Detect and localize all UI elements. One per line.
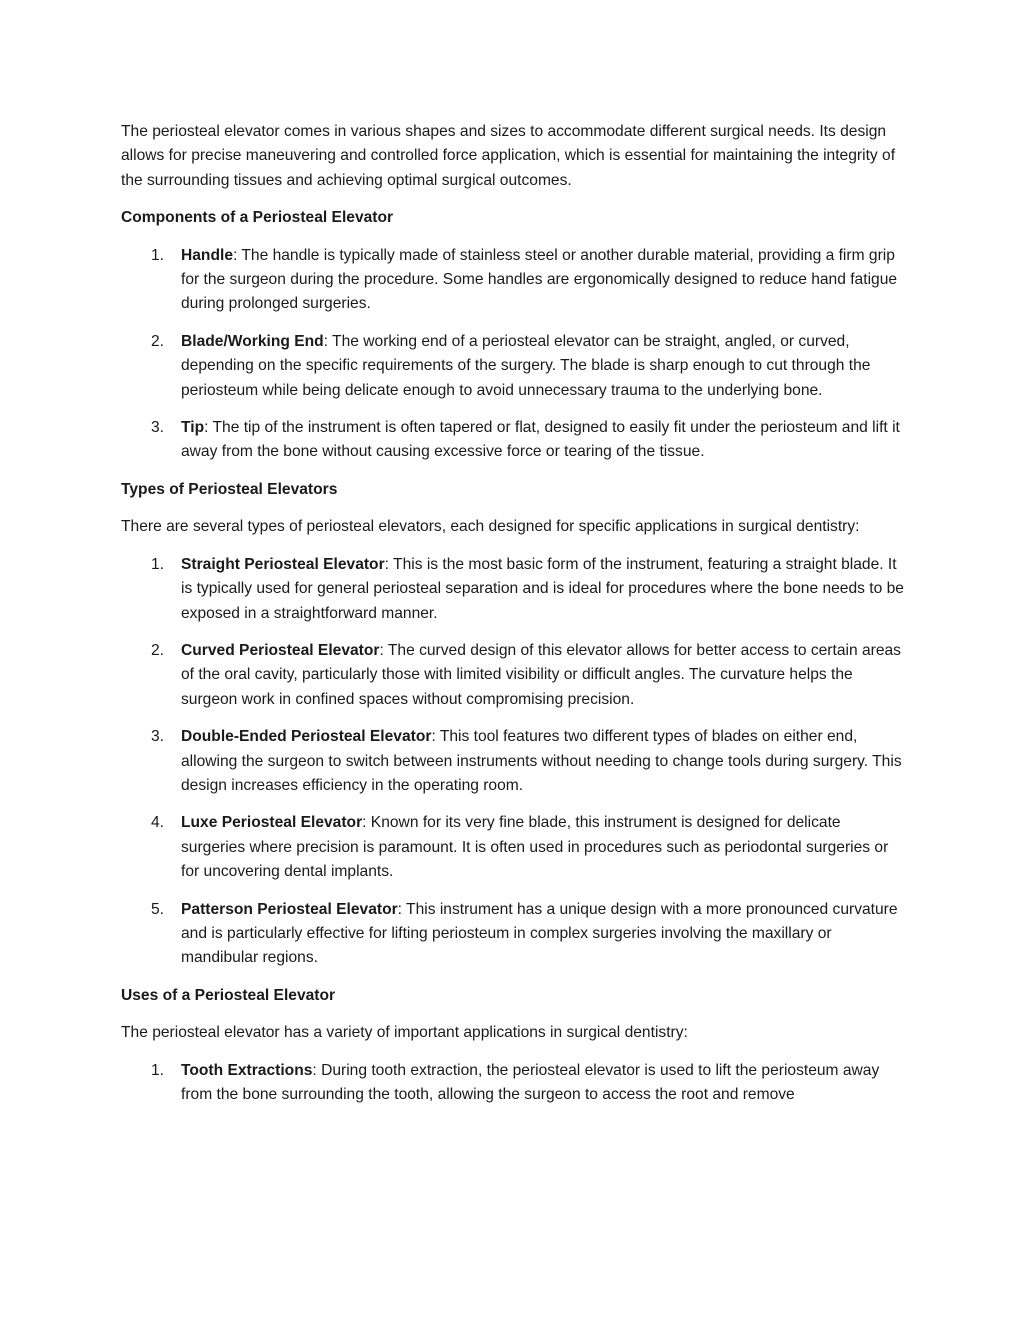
- list-item: [121, 416, 906, 465]
- list-text: : This instrument has a unique design with a more pronounced curvature and is particularly effective for lifting periosteum in complex surgeries involving the maxillary or mandibular regions.: [181, 900, 898, 967]
- types-heading: Types of Periosteal Elevators: [121, 480, 338, 498]
- list-text: : The handle is typically made of stainless steel or another durable material, providing a firm grip for the surgeon during the procedure. Some handles are ergonomically designed to reduce hand fatigue during prolonged surgeries.: [181, 246, 898, 313]
- uses-heading: Uses of a Periosteal Elevator: [121, 986, 336, 1004]
- list-item: [121, 639, 906, 712]
- list-term: Tip: [181, 419, 205, 437]
- list-number: 3.: [151, 728, 165, 746]
- list-text: : This tool features two different types of blades on either end, allowing the surgeon to switch between instruments without needing to change tools during surgery. This design increases efficiency in the operating room.: [181, 728, 902, 794]
- types-list: [121, 553, 906, 971]
- list-number: 2.: [151, 641, 165, 659]
- types-intro: There are several types of periosteal elevators, each designed for specific applications in surgical dentistry:: [121, 518, 860, 536]
- list-number: 5.: [151, 900, 165, 918]
- list-term: Straight Periosteal Elevator: [181, 555, 385, 573]
- list-text: : This is the most basic form of the instrument, featuring a straight blade. It is typically used for general periosteal separation and is ideal for procedures where the bone needs to be exposed in a straightforward manner.: [181, 555, 904, 622]
- list-number: 4.: [151, 814, 165, 832]
- components-heading: Components of a Periosteal Elevator: [121, 209, 394, 227]
- list-text: : The curved design of this elevator allows for better access to certain areas of the oral cavity, particularly those with limited visibility or difficult angles. The curvature helps the surgeon work in confined spaces without compromising precision.: [181, 641, 901, 708]
- list-item: [121, 244, 906, 317]
- list-number: 1.: [151, 246, 165, 264]
- list-term: Double-Ended Periosteal Elevator: [181, 728, 432, 746]
- uses-intro: The periosteal elevator has a variety of important applications in surgical dentistry:: [121, 1024, 688, 1042]
- list-item: [121, 553, 906, 626]
- list-term: Handle: [181, 246, 233, 264]
- list-text: : The tip of the instrument is often tapered or flat, designed to easily fit under the periosteum and lift it away from the bone without causing excessive force or tearing of the tissue.: [181, 419, 900, 461]
- list-term: Curved Periosteal Elevator: [181, 641, 380, 659]
- list-item: [121, 811, 906, 884]
- list-text: : During tooth extraction, the periosteal elevator is used to lift the periosteum away from the bone surrounding the tooth, allowing the surgeon to access the root and remove: [181, 1061, 880, 1103]
- list-number: 2.: [151, 332, 165, 350]
- document-page: [121, 120, 906, 1120]
- list-item: [121, 330, 906, 403]
- list-number: 1.: [151, 1061, 165, 1079]
- list-term: Blade/Working End: [181, 332, 324, 350]
- list-item: [121, 1059, 906, 1108]
- list-number: 3.: [151, 419, 165, 437]
- intro-paragraph: The periosteal elevator comes in various shapes and sizes to accommodate different surgical needs. Its design allows for precise maneuvering and controlled force application, which is essential for maintaining the integrity of the surrounding tissues and achieving optimal surgical outcomes.: [121, 123, 896, 189]
- list-term: Luxe Periosteal Elevator: [181, 814, 363, 832]
- uses-list: [121, 1059, 906, 1108]
- list-item: [121, 898, 906, 971]
- list-term: Tooth Extractions: [181, 1061, 313, 1079]
- components-list: [121, 244, 906, 465]
- list-text: : Known for its very fine blade, this instrument is designed for delicate surgeries where precision is paramount. It is often used in procedures such as periodontal surgeries or for uncovering dental implants.: [181, 814, 889, 881]
- list-term: Patterson Periosteal Elevator: [181, 900, 398, 918]
- list-text: : The working end of a periosteal elevator can be straight, angled, or curved, depending on the specific requirements of the surgery. The blade is sharp enough to cut through the periosteum while being delicate enough to avoid unnecessary trauma to the underlying bone.: [181, 332, 871, 399]
- list-number: 1.: [151, 555, 165, 573]
- list-item: [121, 725, 906, 798]
